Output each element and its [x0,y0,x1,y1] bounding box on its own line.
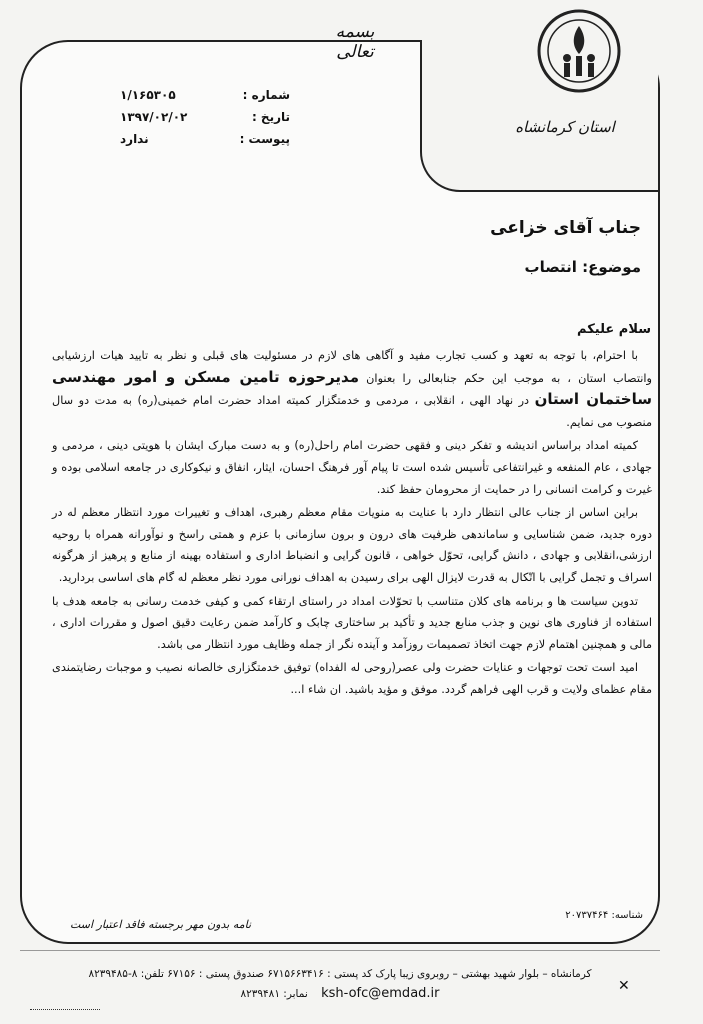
paragraph-policy: تدوین سیاست ها و برنامه های کلان متناسب با تحوّلات امداد در راستای ارتقاء کمی و کیفی خدمت رسانی به جامعه هدف با استفاده از فناوری های نوین و جذب منابع جدید و تأکید بر ساختاری چابک و کارآمد ضمن رعایت دقیق اصول و مقررات اداری ، مالی و همچنین اهتمام لازم جهت اتخاذ تصمیمات روزآمد و آینده نگر از جمله وظایف مورد انتظار می باشد. [52,594,652,651]
number-label: شماره : [242,88,290,102]
footer [30,965,650,1004]
date-row [120,110,290,132]
bismillah: بسمه تعالی [335,22,375,62]
p1-text-b: در نهاد الهی ، انقلابی ، مردمی و خدمتگزار کمیته امداد حضرت امام خمینی(ره) به مدت دو سال منصوب می نمایم. [52,394,652,429]
stamp-mark [30,995,100,1010]
paragraph-closing: امید است تحت توجهات و عنایات حضرت ولی عصر(روحی له الفداه) توفیق خدمتگزاری خالصانه نصیب و موجبات رضایتمندی مقام عظمای ولایت و قرب الهی فراهم گردد. موفق و مؤید باشید. ان شاء ا... [52,661,652,696]
p1-text-a: با احترام، با توجه به تعهد و کسب تجارب مفید و آگاهی های لازم در مسئولیت های قبلی و نظر به تایید هیات ارزشیابی وانتصاب استان ، به موجب این حکم جنابعالی را بعنوان [52,349,652,385]
recipient: جناب آقای خزاعی [490,218,641,238]
letter-body [52,345,652,703]
footer-divider [20,950,660,951]
relief-committee-emblem-icon [534,6,624,96]
attachment-value: ندارد [120,132,149,146]
attachment-row [120,132,290,154]
serial-number: شناسه: ۲۰۷۳۷۴۶۴ [565,910,643,921]
number-row [120,88,290,110]
number-value: ۱/۱۶۵۳۰۵ [120,88,176,102]
paragraph-mission: کمیته امداد براساس اندیشه و تفکر دینی و فقهی حضرت امام راحل(ره) و به دست مبارک ایشان با هویتی دینی ، مردمی و جهادی ، عام المنفعه و غیرانتفاعی تأسیس شده است تا پیام آور فرهنگ احسان، ایثار، انفاق و نیکوکاری در جامعه اسلامی بوده و غیرت و کرامت انسانی را در حمایت از محرومان حفظ کند. [52,439,652,496]
subject: موضوع: انتصاب [524,258,641,276]
footer-fax: نمابر: ۸۲۳۹۴۸۱ [240,988,308,1000]
cross-mark-icon: ✕ [618,978,630,994]
position-title: مدیرحوزه تامین مسکن و امور مهندسی ساختمان استان [52,367,653,409]
paragraph-appointment [52,345,652,433]
province-name: استان کرمانشاه [515,118,615,136]
salutation: سلام علیکم [577,322,651,337]
footer-address: کرمانشاه – بلوار شهید بهشتی – روبروی زیبا پارک کد پستی : ۶۷۱۵۶۶۳۴۱۶ صندوق پستی : ۶۷۱۵۶ تلفن: ۸-۸۲۳۹۴۸۵ [88,968,592,980]
attachment-label: پیوست : [239,132,290,146]
date-value: ۱۳۹۷/۰۲/۰۲ [120,110,188,124]
paragraph-expectations: براین اساس از جناب عالی انتظار دارد با عنایت به منویات مقام معظم رهبری، اهداف و تغییرات مورد انتظار معظم له در دوره جدید، ضمن شناسایی و ساماندهی ظرفیت های درون و برون سازمانی با عزم و همتی راسخ و نوآورانه همراه با روحیه ارزشی،انقلابی و جهادی ، دانش گرایی، تحوّل خواهی ، قانون گرایی و انضباط اداری و استفاده بهینه از منابع و پرهیز از هرگونه اسراف و تجمل گرایی با اتّکال به قدرت لایزال الهی برای رسیدن به اهداف نورانی مورد نظر معظم له گام های اساسی بردارید. [52,506,652,584]
date-label: تاریخ : [251,110,290,124]
letter-meta [120,88,290,154]
footer-email[interactable]: ksh-ofc@emdad.ir [321,986,440,1001]
validity-note: نامه بدون مهر برجسته فاقد اعتبار است [70,918,252,931]
